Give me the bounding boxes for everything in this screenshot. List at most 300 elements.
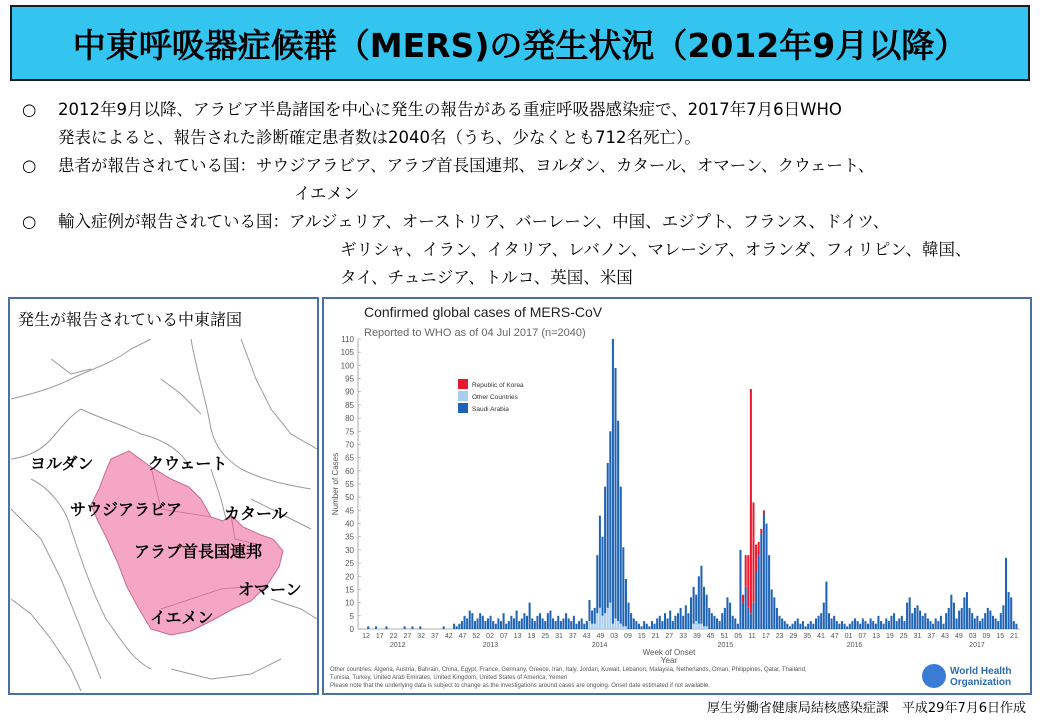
bar-saudi-arabia — [932, 624, 934, 629]
bar-saudi-arabia — [625, 579, 627, 626]
bar-saudi-arabia — [703, 587, 705, 627]
legend-label: Saudi Arabia — [472, 406, 509, 413]
bar-saudi-arabia — [682, 616, 684, 629]
bar-other-countries — [625, 626, 627, 629]
bar-saudi-arabia — [812, 624, 814, 629]
map-label-qatar: カタール — [224, 504, 288, 523]
summary-bullets — [22, 96, 1032, 292]
legend-swatch — [458, 391, 468, 401]
bar-saudi-arabia — [596, 555, 598, 613]
bar-republic-of-korea — [755, 545, 757, 571]
bar-saudi-arabia — [937, 621, 939, 629]
bar-saudi-arabia — [495, 624, 497, 629]
y-tick-label: 40 — [345, 519, 354, 529]
bar-saudi-arabia — [987, 608, 989, 629]
bar-saudi-arabia — [570, 621, 572, 629]
bar-saudi-arabia — [1005, 558, 1007, 629]
bar-saudi-arabia — [758, 555, 760, 629]
bar-republic-of-korea — [745, 555, 747, 587]
bar-saudi-arabia — [706, 595, 708, 627]
bar-saudi-arabia — [919, 611, 921, 629]
bar-saudi-arabia — [492, 621, 494, 629]
bar-saudi-arabia — [779, 616, 781, 629]
bar-other-countries — [609, 603, 611, 629]
y-tick-label: 15 — [345, 585, 354, 595]
bar-saudi-arabia — [784, 621, 786, 629]
bar-saudi-arabia — [523, 613, 525, 629]
bar-saudi-arabia — [500, 621, 502, 629]
chart-note: Tunisia, Turkey, United Arab Emirates, United Kingdom, United States of America, Yemen — [330, 675, 568, 681]
year-label: 2017 — [969, 642, 985, 649]
bar-other-countries — [706, 626, 708, 629]
bar-saudi-arabia — [555, 621, 557, 629]
bar-saudi-arabia — [846, 626, 848, 629]
bar-saudi-arabia — [745, 587, 747, 629]
bar-saudi-arabia — [656, 618, 658, 629]
y-tick-label: 25 — [345, 559, 354, 569]
bar-other-countries — [700, 624, 702, 629]
x-tick-label: 39 — [692, 633, 701, 640]
bar-saudi-arabia — [906, 603, 908, 629]
bar-saudi-arabia — [724, 608, 726, 629]
bar-saudi-arabia — [615, 368, 617, 618]
bar-saudi-arabia — [484, 621, 486, 629]
bar-saudi-arabia — [867, 624, 869, 629]
bar-saudi-arabia — [667, 618, 669, 629]
bar-saudi-arabia — [927, 618, 929, 629]
x-tick-label: 31 — [913, 633, 922, 640]
bar-republic-of-korea — [752, 502, 754, 602]
bar-saudi-arabia — [461, 621, 463, 629]
bar-saudi-arabia — [859, 624, 861, 629]
bar-saudi-arabia — [971, 613, 973, 629]
bar-saudi-arabia — [456, 626, 458, 629]
bar-saudi-arabia — [935, 618, 937, 629]
bar-saudi-arabia — [471, 613, 473, 629]
bar-saudi-arabia — [588, 600, 590, 621]
bar-saudi-arabia — [513, 618, 515, 629]
year-label: 2016 — [846, 642, 863, 649]
y-tick-label: 55 — [345, 480, 354, 489]
x-tick-label: 32 — [417, 633, 426, 640]
bar-saudi-arabia — [641, 626, 643, 629]
bar-saudi-arabia — [1000, 613, 1002, 629]
bar-other-countries — [703, 626, 705, 629]
bar-saudi-arabia — [411, 626, 413, 629]
bar-saudi-arabia — [630, 613, 632, 629]
bar-saudi-arabia — [802, 621, 804, 629]
bar-saudi-arabia — [453, 624, 455, 629]
bar-saudi-arabia — [466, 618, 468, 629]
bar-saudi-arabia — [992, 616, 994, 629]
bar-saudi-arabia — [969, 608, 971, 629]
bar-saudi-arabia — [604, 487, 606, 614]
bullet-summary-line1: 2012年9月以降、アラビア半島諸国を中心に発生の報告がある重症呼吸器感染症で、2017年7月6日WHO — [58, 100, 842, 119]
x-tick-label: 51 — [720, 633, 729, 640]
bar-saudi-arabia — [568, 618, 570, 629]
bar-saudi-arabia — [581, 618, 583, 629]
x-tick-label: 43 — [582, 633, 591, 640]
bar-saudi-arabia — [953, 603, 955, 629]
bar-saudi-arabia — [984, 613, 986, 629]
bar-other-countries — [588, 621, 590, 629]
x-tick-label: 21 — [1010, 633, 1018, 640]
bar-saudi-arabia — [674, 616, 676, 629]
bar-saudi-arabia — [716, 618, 718, 629]
bar-saudi-arabia — [924, 613, 926, 629]
bar-saudi-arabia — [474, 621, 476, 629]
x-axis-label: Week of Onset — [642, 648, 696, 657]
bar-saudi-arabia — [922, 616, 924, 629]
who-logo-text-1: World Health — [950, 666, 1012, 677]
bar-saudi-arabia — [695, 595, 697, 621]
bar-saudi-arabia — [643, 621, 645, 629]
bar-republic-of-korea — [760, 529, 762, 534]
bar-saudi-arabia — [542, 618, 544, 629]
y-tick-label: 35 — [345, 532, 354, 542]
bar-saudi-arabia — [776, 608, 778, 629]
bar-saudi-arabia — [810, 621, 812, 629]
chart-note: Other countries: Algeria, Austria, Bahrain, China, Egypt, France, Germany, Greece, Iran, Italy, Jordan, Kuwait, Lebanon, Malaysia, Netherlands, Oman, Philippines, Qatar, Thailand, — [330, 667, 807, 673]
bar-other-countries — [615, 618, 617, 629]
page-title: 中東呼吸器症候群（MERS)の発生状況（2012年9月以降） — [72, 25, 968, 65]
bullet-imported-line1: 輸入症例が報告されている国：アルジェリア、オーストリア、バーレーン、中国、エジプト、フランス、ドイツ、 — [58, 212, 890, 231]
bar-saudi-arabia — [612, 339, 614, 624]
bar-other-countries — [698, 624, 700, 629]
x-tick-label: 42 — [444, 633, 453, 640]
bullet-mark: ○ — [22, 156, 37, 175]
bar-saudi-arabia — [367, 626, 369, 629]
y-tick-label: 10 — [345, 598, 354, 608]
x-tick-label: 37 — [568, 633, 577, 640]
bar-saudi-arabia — [864, 621, 866, 629]
x-tick-label: 17 — [761, 633, 770, 640]
bar-saudi-arabia — [828, 613, 830, 629]
bullet-mark: ○ — [22, 212, 37, 231]
bar-other-countries — [695, 621, 697, 629]
x-tick-label: 33 — [679, 633, 688, 640]
bar-other-countries — [622, 626, 624, 629]
x-tick-label: 13 — [872, 633, 881, 640]
y-tick-label: 105 — [340, 348, 354, 358]
year-label: 2015 — [717, 642, 734, 649]
x-tick-label: 19 — [886, 633, 894, 640]
bar-saudi-arabia — [661, 621, 663, 629]
bar-saudi-arabia — [677, 613, 679, 629]
title-banner — [10, 5, 1030, 81]
year-label: 2012 — [389, 642, 406, 649]
bar-saudi-arabia — [797, 618, 799, 629]
bar-saudi-arabia — [487, 618, 489, 629]
map-panel — [8, 297, 319, 695]
bar-saudi-arabia — [818, 616, 820, 629]
bar-saudi-arabia — [805, 626, 807, 629]
bar-saudi-arabia — [870, 618, 872, 629]
x-tick-label: 03 — [610, 633, 619, 640]
bar-saudi-arabia — [713, 616, 715, 629]
bar-saudi-arabia — [885, 618, 887, 629]
y-tick-label: 0 — [349, 625, 354, 634]
bar-saudi-arabia — [929, 621, 931, 629]
bar-saudi-arabia — [877, 616, 879, 629]
bar-saudi-arabia — [562, 618, 564, 629]
bar-saudi-arabia — [536, 616, 538, 629]
bar-saudi-arabia — [872, 621, 874, 629]
bar-saudi-arabia — [539, 613, 541, 629]
legend-swatch — [458, 403, 468, 413]
bar-saudi-arabia — [875, 624, 877, 629]
x-tick-label: 49 — [954, 633, 963, 640]
map-label-jordan: ヨルダン — [30, 454, 94, 473]
bar-other-countries — [596, 613, 598, 629]
bar-saudi-arabia — [685, 605, 687, 629]
bar-saudi-arabia — [672, 621, 674, 629]
bar-saudi-arabia — [820, 613, 822, 629]
x-tick-label: 29 — [789, 633, 798, 640]
bar-saudi-arabia — [721, 613, 723, 629]
chart-title: Confirmed global cases of MERS-CoV — [364, 304, 603, 320]
x-tick-label: 02 — [486, 633, 494, 640]
x-tick-label: 43 — [941, 633, 949, 640]
bar-saudi-arabia — [995, 618, 997, 629]
bar-saudi-arabia — [765, 524, 767, 629]
x-tick-label: 35 — [803, 633, 812, 640]
footer-credit: 厚生労働省健康局結核感染症課 平成29年7月6日作成 — [706, 701, 1026, 716]
bar-saudi-arabia — [734, 618, 736, 629]
bar-saudi-arabia — [646, 624, 648, 629]
x-tick-label: 09 — [624, 633, 632, 640]
bar-saudi-arabia — [838, 624, 840, 629]
y-tick-label: 90 — [345, 387, 354, 397]
bar-saudi-arabia — [768, 555, 770, 629]
bar-saudi-arabia — [890, 616, 892, 629]
x-tick-label: 05 — [734, 633, 743, 640]
bar-saudi-arabia — [773, 597, 775, 629]
bar-saudi-arabia — [831, 618, 833, 629]
bar-saudi-arabia — [529, 603, 531, 629]
map-label-uae: アラブ首長国連邦 — [134, 542, 263, 561]
map-label-kuwait: クウェート — [148, 454, 228, 473]
who-logo-icon — [922, 664, 946, 688]
bar-saudi-arabia — [601, 537, 603, 616]
x-tick-label: 41 — [817, 633, 825, 640]
chart-panel — [322, 297, 1032, 695]
x-tick-label: 25 — [541, 633, 550, 640]
bar-saudi-arabia — [635, 621, 637, 629]
bar-saudi-arabia — [659, 616, 661, 629]
bullet-countries — [22, 152, 1032, 180]
bar-saudi-arabia — [419, 626, 421, 629]
bar-saudi-arabia — [943, 624, 945, 629]
bar-saudi-arabia — [849, 624, 851, 629]
bar-saudi-arabia — [690, 597, 692, 629]
bar-saudi-arabia — [664, 613, 666, 629]
bar-saudi-arabia — [544, 621, 546, 629]
bar-saudi-arabia — [534, 621, 536, 629]
mers-cases-chart — [324, 299, 1030, 693]
y-tick-label: 85 — [345, 400, 354, 410]
bar-saudi-arabia — [617, 421, 619, 621]
x-tick-label: 31 — [555, 633, 563, 640]
bullet-countries-line2: イエメン — [294, 184, 360, 203]
bar-other-countries — [612, 624, 614, 629]
bar-saudi-arabia — [680, 608, 682, 629]
bar-saudi-arabia — [575, 624, 577, 629]
bar-saudi-arabia — [651, 621, 653, 629]
y-tick-label: 30 — [345, 545, 354, 555]
bar-saudi-arabia — [443, 626, 445, 629]
bullet-summary-line2: 発表によると、報告された診断確定患者数は2040名（うち、少なくとも712名死亡）。 — [58, 128, 701, 147]
bar-saudi-arabia — [505, 624, 507, 629]
bar-saudi-arabia — [880, 621, 882, 629]
bar-saudi-arabia — [573, 616, 575, 629]
bar-saudi-arabia — [857, 621, 859, 629]
bar-saudi-arabia — [508, 621, 510, 629]
y-tick-label: 70 — [345, 440, 354, 450]
bar-republic-of-korea — [758, 542, 760, 555]
y-tick-label: 20 — [345, 572, 354, 582]
bar-republic-of-korea — [747, 555, 749, 608]
bar-saudi-arabia — [823, 603, 825, 629]
bar-other-countries — [617, 621, 619, 629]
y-tick-label: 65 — [345, 453, 354, 463]
bar-saudi-arabia — [458, 624, 460, 629]
x-tick-label: 49 — [596, 633, 605, 640]
x-tick-label: 12 — [362, 633, 370, 640]
y-tick-label: 95 — [345, 374, 354, 384]
bar-saudi-arabia — [586, 621, 588, 629]
map-label-yemen: イエメン — [150, 608, 214, 627]
bar-saudi-arabia — [786, 624, 788, 629]
bar-other-countries — [591, 624, 593, 629]
bar-saudi-arabia — [940, 616, 942, 629]
bar-saudi-arabia — [560, 621, 562, 629]
bar-saudi-arabia — [1013, 621, 1015, 629]
bar-saudi-arabia — [854, 618, 856, 629]
bar-saudi-arabia — [916, 605, 918, 629]
bar-saudi-arabia — [1010, 597, 1012, 629]
x-tick-label: 37 — [431, 633, 439, 640]
x-tick-label: 21 — [651, 633, 660, 640]
bar-saudi-arabia — [648, 626, 650, 629]
bar-saudi-arabia — [739, 550, 741, 629]
bar-saudi-arabia — [948, 608, 950, 629]
bar-saudi-arabia — [841, 621, 843, 629]
bar-saudi-arabia — [628, 603, 630, 629]
bar-saudi-arabia — [989, 611, 991, 629]
x-tick-label: 19 — [527, 633, 536, 640]
bar-saudi-arabia — [375, 626, 377, 629]
bar-saudi-arabia — [708, 608, 710, 629]
bar-saudi-arabia — [622, 547, 624, 626]
bar-saudi-arabia — [763, 513, 765, 629]
bullet-imported — [22, 208, 1032, 236]
bar-saudi-arabia — [888, 621, 890, 629]
bar-saudi-arabia — [945, 613, 947, 629]
bar-saudi-arabia — [893, 613, 895, 629]
x-tick-label: 25 — [899, 633, 908, 640]
x-tick-label: 23 — [775, 633, 784, 640]
bullet-summary — [22, 96, 1032, 124]
bar-republic-of-korea — [742, 595, 744, 603]
bar-saudi-arabia — [687, 613, 689, 629]
bar-saudi-arabia — [781, 618, 783, 629]
legend-label: Republic of Korea — [472, 382, 524, 389]
bar-saudi-arabia — [862, 618, 864, 629]
bar-saudi-arabia — [771, 589, 773, 629]
bar-saudi-arabia — [1015, 624, 1017, 629]
bar-saudi-arabia — [404, 626, 406, 629]
x-tick-label: 15 — [637, 633, 646, 640]
legend-swatch — [458, 379, 468, 389]
bar-saudi-arabia — [911, 613, 913, 629]
bar-saudi-arabia — [490, 616, 492, 629]
y-tick-label: 75 — [345, 427, 354, 437]
bar-saudi-arabia — [526, 616, 528, 629]
bar-saudi-arabia — [903, 621, 905, 629]
bar-saudi-arabia — [792, 624, 794, 629]
y-tick-label: 5 — [349, 611, 354, 621]
map-title: 発生が報告されている中東諸国 — [18, 310, 243, 329]
y-tick-label: 110 — [341, 335, 354, 344]
x-tick-label: 47 — [830, 633, 839, 640]
bar-other-countries — [601, 616, 603, 629]
bar-saudi-arabia — [711, 613, 713, 629]
bar-saudi-arabia — [760, 534, 762, 629]
bar-saudi-arabia — [469, 611, 471, 629]
bar-saudi-arabia — [557, 616, 559, 629]
bar-saudi-arabia — [950, 595, 952, 629]
bar-saudi-arabia — [979, 621, 981, 629]
bar-saudi-arabia — [982, 618, 984, 629]
x-tick-label: 27 — [403, 633, 412, 640]
who-logo-text-2: Organization — [950, 677, 1012, 688]
bar-saudi-arabia — [815, 618, 817, 629]
bar-saudi-arabia — [961, 608, 963, 629]
bar-saudi-arabia — [844, 624, 846, 629]
bar-other-countries — [607, 608, 609, 629]
bar-republic-of-korea — [750, 389, 752, 613]
y-tick-label: 60 — [345, 466, 354, 476]
x-tick-label: 22 — [389, 633, 398, 640]
bar-saudi-arabia — [516, 611, 518, 629]
map-label-saudi: サウジアラビア — [70, 500, 183, 519]
bar-saudi-arabia — [510, 616, 512, 629]
bar-saudi-arabia — [552, 618, 554, 629]
bar-saudi-arabia — [909, 597, 911, 629]
bullet-countries-line1: 患者が報告されている国：サウジアラビア、アラブ首長国連邦、ヨルダン、カタール、オマーン、クウェート、 — [58, 156, 875, 175]
bar-saudi-arabia — [851, 621, 853, 629]
bar-saudi-arabia — [607, 463, 609, 608]
bar-saudi-arabia — [503, 613, 505, 629]
y-tick-label: 45 — [345, 506, 354, 516]
bar-saudi-arabia — [729, 603, 731, 629]
bar-saudi-arabia — [883, 624, 885, 629]
bar-saudi-arabia — [914, 608, 916, 629]
bar-saudi-arabia — [565, 613, 567, 629]
bar-saudi-arabia — [833, 616, 835, 629]
map-label-oman: オマーン — [238, 580, 302, 599]
bar-saudi-arabia — [669, 611, 671, 629]
x-tick-label: 17 — [375, 633, 384, 640]
bar-saudi-arabia — [750, 613, 752, 629]
bar-other-countries — [604, 613, 606, 629]
year-label: 2013 — [482, 642, 499, 649]
bar-saudi-arabia — [609, 431, 611, 602]
y-tick-label: 80 — [345, 414, 354, 424]
bar-other-countries — [693, 624, 695, 629]
bar-saudi-arabia — [583, 624, 585, 629]
